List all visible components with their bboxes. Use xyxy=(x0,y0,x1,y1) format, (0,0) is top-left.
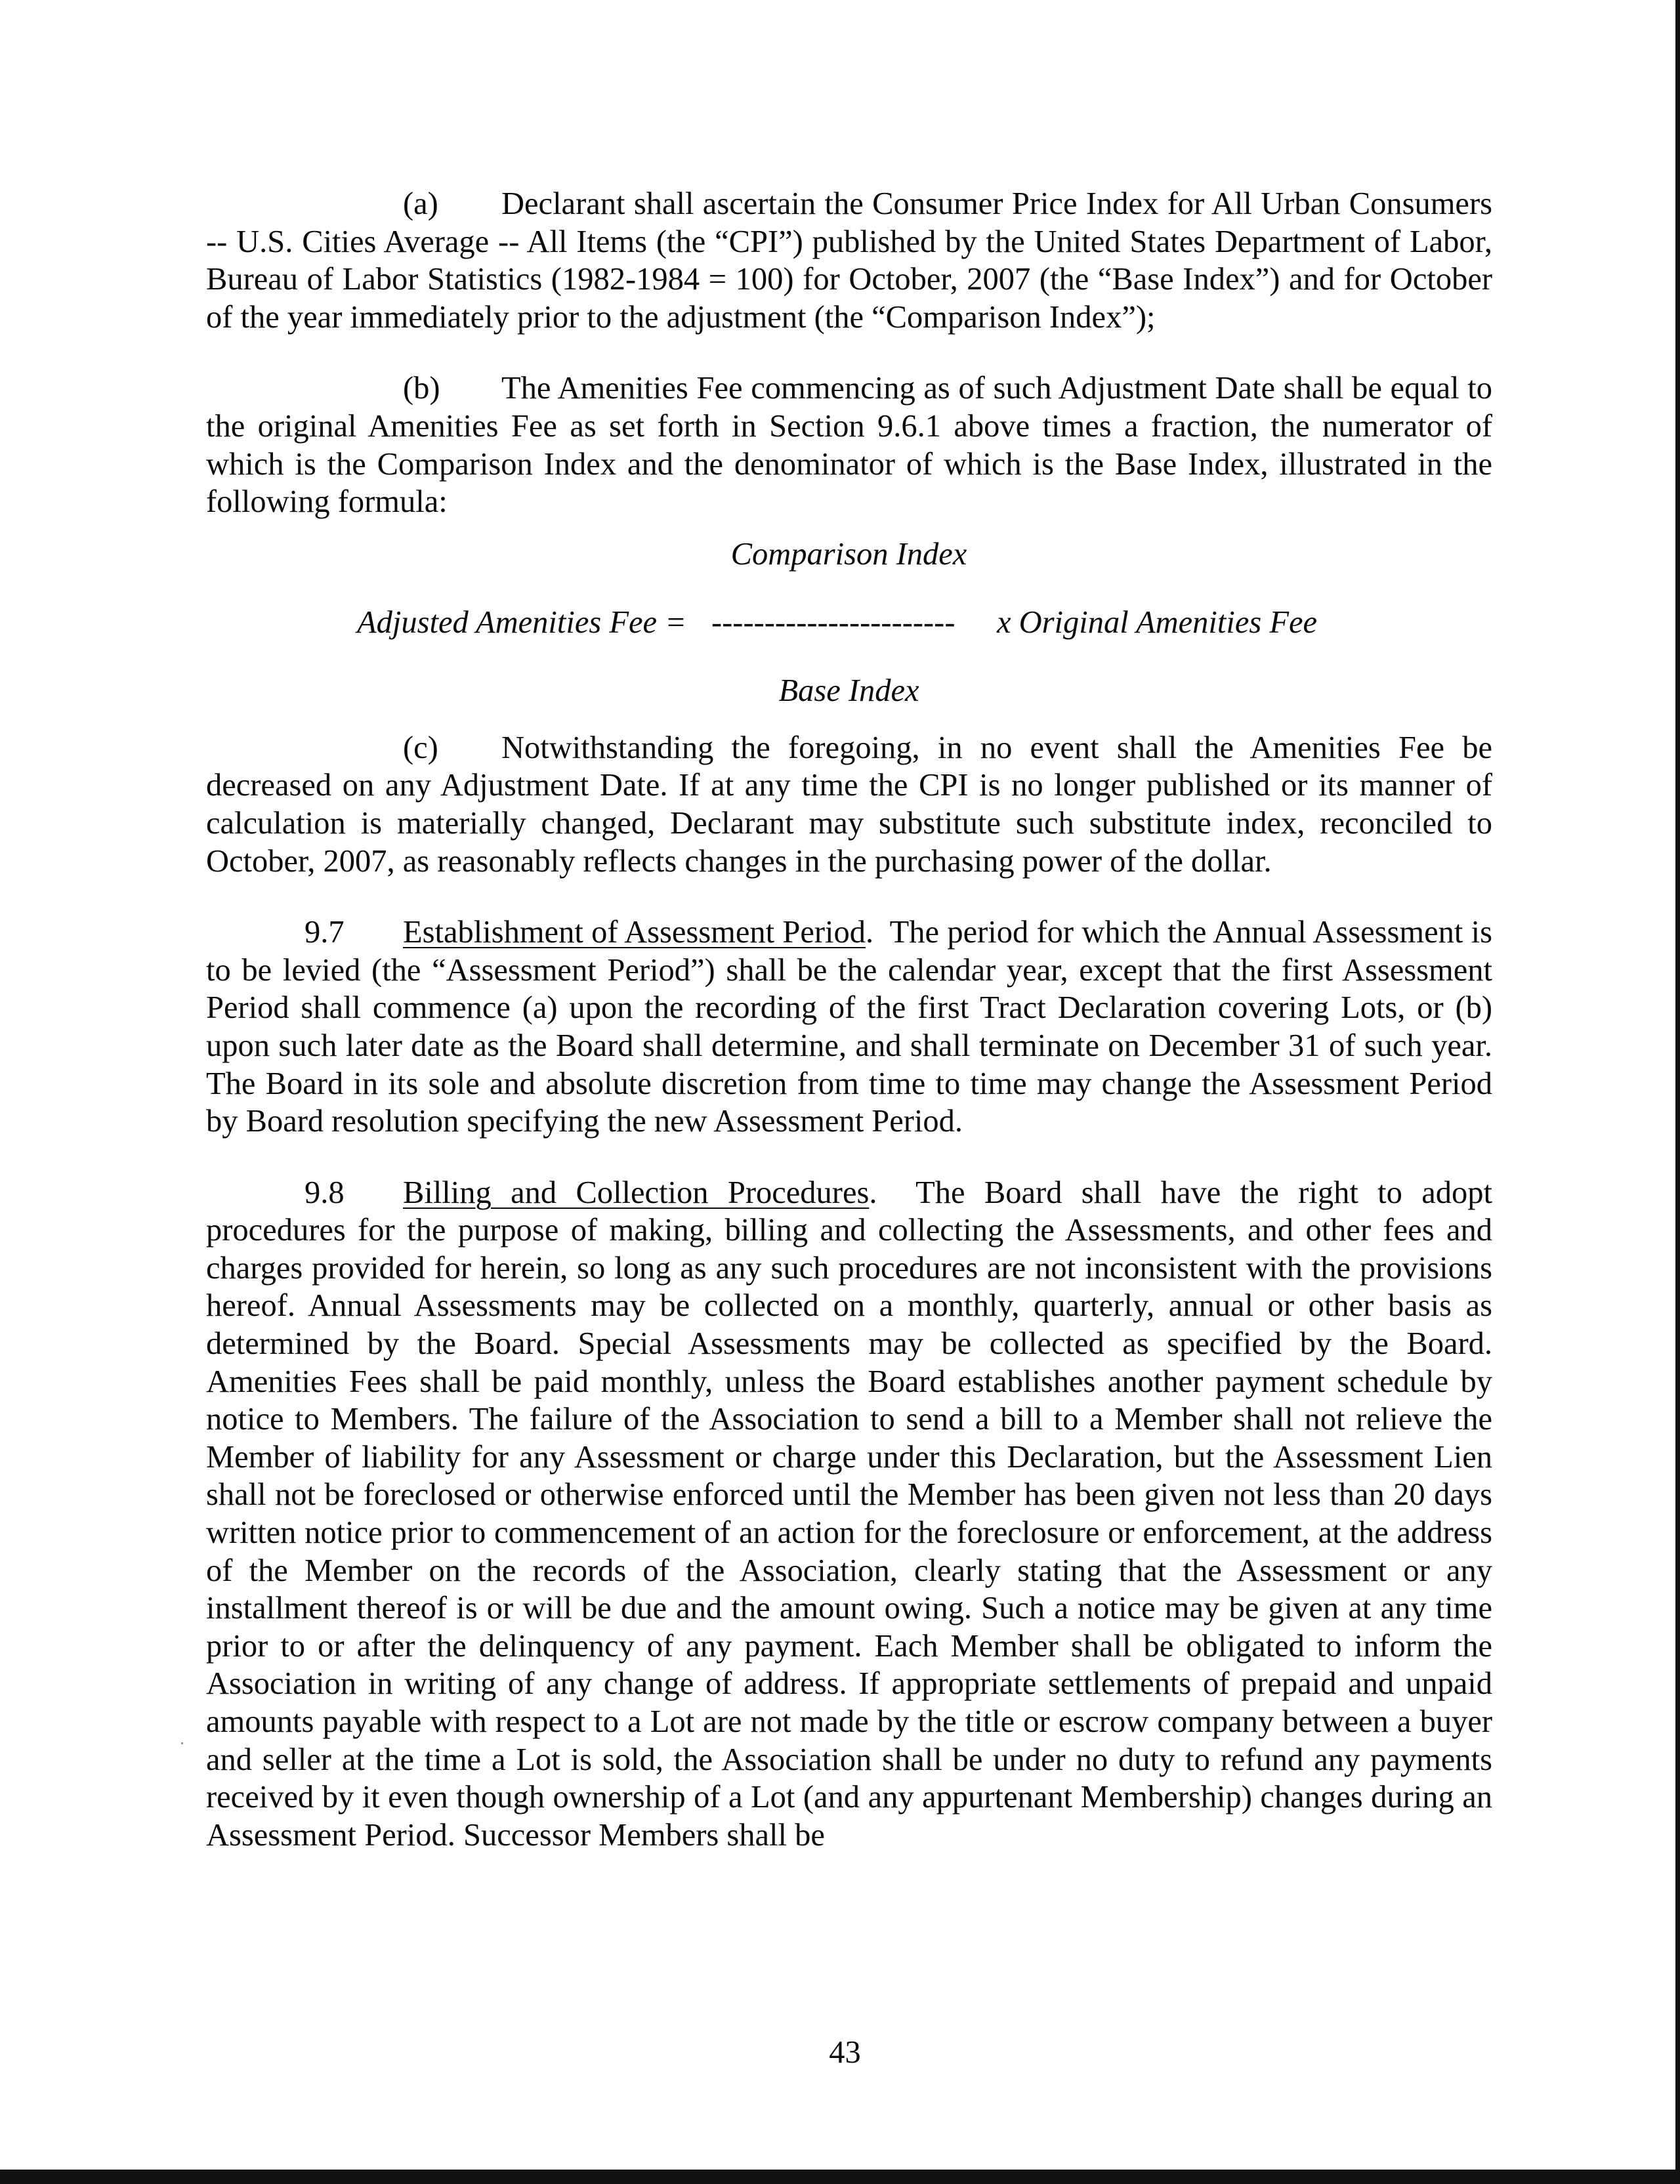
paragraph-b-text: The Amenities Fee commencing as of such Adjustment Date shall be equal to the original Amenities Fee as set forth in Section 9.6.1 above times a fraction, the numerator of which is the Comparison Index and the denominator of which is the Base Index, illustrated in the following formula: xyxy=(206,371,1492,520)
scan-border-bottom xyxy=(0,2170,1680,2184)
paragraph-c-label: (c) xyxy=(403,730,438,765)
formula-numerator: Comparison Index xyxy=(730,536,967,572)
formula-lhs: Adjusted Amenities Fee = xyxy=(357,604,686,640)
formula-fraction-bar: ----------------------- xyxy=(711,604,956,640)
page-number: 43 xyxy=(829,2035,861,2070)
scan-border-right xyxy=(1675,0,1680,2172)
formula-denominator: Base Index xyxy=(778,673,919,708)
paragraph-c-text: Notwithstanding the foregoing, in no event shall the Amenities Fee be decreased on any Adjustment Date. If at any time the CPI is no longer published or its manner of calculation is materially changed, Declarant may substitute such substitute index, reconciled to October, 2007, as reasonably reflects changes in the purchasing power of the dollar. xyxy=(206,730,1492,879)
paragraph-c xyxy=(206,729,1492,880)
section-9-8 xyxy=(206,1174,1492,1855)
section-9-7-number: 9.7 xyxy=(304,915,345,950)
section-9-8-number: 9.8 xyxy=(304,1175,345,1210)
paragraph-gap xyxy=(206,880,1492,914)
section-9-7 xyxy=(206,914,1492,1141)
document-body xyxy=(206,185,1492,1854)
section-9-8-text: The Board shall have the right to adopt procedures for the purpose of making, billing and collecting the Assessments, and other fees and charges provided for herein, so long as any such procedures are not inconsistent with the provisions hereof. Annual Assessments may be collected on a monthly, quarterly, annual or other basis as determined by the Board. Special Assessments may be collected as specified by the Board. Amenities Fees shall be paid monthly, unless the Board establishes another payment schedule by notice to Members. The failure of the Association to send a bill to a Member shall not relieve the Member of liability for any Assessment or charge under this Declaration, but the Assessment Lien shall not be foreclosed or otherwise enforced until the Member has been given not less than 20 days written notice prior to commencement of an action for the foreclosure or enforcement, at the address of the Member on the records of the Association, clearly stating that the Assessment or any installment thereof is or will be due and the amount owing. Such a notice may be given at any time prior to or after the delinquency of any payment. Each Member shall be obligated to inform the Association in writing of any change of address. If appropriate settlements of prepaid and unpaid amounts payable with respect to a Lot are not made by the title or escrow company between a buyer and seller at the time a Lot is sold, the Association shall be under no duty to refund any payments received by it even though ownership of a Lot (and any appurtenant Membership) changes during an Assessment Period. Successor Members shall be xyxy=(206,1175,1492,1853)
section-9-8-heading-period: . xyxy=(869,1175,877,1210)
paragraph-a-text: Declarant shall ascertain the Consumer Price Index for All Urban Consumers -- U.S. Cities Average -- All Items (the “CPI”) published by the United States Department of Labor, Bureau of Labor Statistics (1982-1984 = 100) for October, 2007 (the “Base Index”) and for October of the year immediately prior to the adjustment (the “Comparison Index”); xyxy=(206,186,1492,335)
paragraph-a xyxy=(206,185,1492,336)
paragraph-a-label: (a) xyxy=(403,186,438,221)
section-9-8-heading: Billing and Collection Procedures xyxy=(403,1175,870,1210)
paragraph-b-label: (b) xyxy=(403,371,440,406)
section-9-7-text: The period for which the Annual Assessment is to be levied (the “Assessment Period”) shall be the calendar year, except that the first Assessment Period shall commence (a) upon the recording of the first Tract Declaration covering Lots, or (b) upon such later date as the Board shall determine, and shall terminate on December 31 of such year. The Board in its sole and absolute discretion from time to time may change the Assessment Period by Board resolution specifying the new Assessment Period. xyxy=(206,915,1493,1139)
formula-rhs: x Original Amenities Fee xyxy=(997,604,1318,640)
section-9-7-heading: Establishment of Assessment Period xyxy=(403,915,866,950)
scan-speck xyxy=(181,1742,183,1744)
section-9-7-heading-period: . xyxy=(866,915,874,950)
amenities-fee-formula xyxy=(206,521,1492,729)
paragraph-b xyxy=(206,369,1492,520)
paragraph-gap xyxy=(206,1141,1492,1174)
paragraph-gap xyxy=(206,336,1492,369)
